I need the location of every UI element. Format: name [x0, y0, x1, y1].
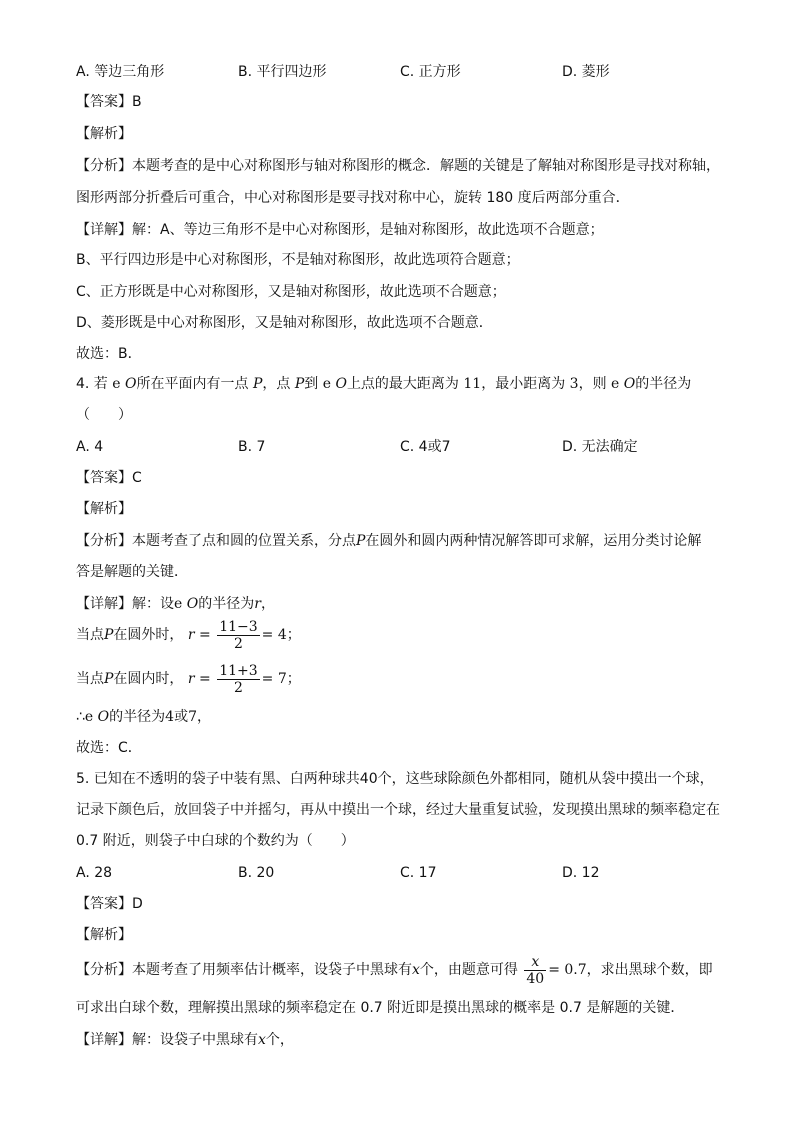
outside-fraction: $\frac{11-3}{2}$	[219, 618, 258, 652]
q5-detail-line: 【详解】解：设袋子中黑球有x个，	[76, 1032, 294, 1048]
q3-option-c: C. 正方形	[400, 64, 461, 80]
q4-detail-line: 【详解】解：设e O的半径为r，	[76, 596, 275, 612]
q3-jiexi-heading: 【解析】	[76, 126, 132, 142]
q4-therefore: ∴e O的半径为4或7，	[76, 709, 211, 725]
q3-option-b: B. 平行四边形	[238, 64, 327, 80]
q5-stem-line-2: 记录下颜色后，放回袋子中并摇匀，再从中摸出一个球，经过大量重复试验，发现摸出黑球的频率稳定在	[76, 802, 720, 818]
q4-analysis-line-2: 答是解题的关键．	[76, 564, 188, 580]
q3-answer: 【答案】B	[76, 94, 142, 110]
q5-analysis-line-2: 可求出白球个数，理解摸出黑球的频率稳定在 0.7 附近即是摸出黑球的概率是 0.7 是解题的关键．	[76, 1000, 685, 1016]
q4-option-a: A. 4	[76, 439, 104, 455]
q5-answer: 【答案】D	[76, 896, 143, 912]
q4-paren: （ ）	[76, 407, 132, 423]
q5-stem-line-1: 5. 已知在不透明的袋子中装有黑、白两种球共40个，这些球除颜色外都相同，随机从袋中摸出一个球，	[76, 771, 714, 787]
q5-stem-line-3: 0.7 附近，则袋子中白球的个数约为（ ）	[76, 833, 355, 849]
q4-answer: 【答案】C	[76, 470, 142, 486]
q3-detail-line-1: 【详解】解：A、等边三角形不是中心对称图形，是轴对称图形，故此选项不合题意；	[76, 222, 604, 238]
q5-option-b: B. 20	[238, 865, 275, 881]
q5-option-a: A. 28	[76, 865, 113, 881]
q4-stem: 4. 若 e O所在平面内有一点 P，点 P到 e O上点的最大距离为 11，最小距离为 3，则 e O的半径为	[76, 376, 692, 392]
q4-option-b: B. 7	[238, 439, 266, 455]
q3-option-d: D. 菱形	[562, 64, 610, 80]
q3-detail-line-3: C、正方形既是中心对称图形，又是轴对称图形，故此选项不合题意；	[76, 284, 506, 300]
q5-analysis-line-1: 【分析】本题考查了用频率估计概率，设袋子中黑球有x个，由题意可得 $\frac{x}{40}$ = 0.7，求出黑球个数，即	[76, 953, 713, 987]
q4-analysis-line-1: 【分析】本题考查了点和圆的位置关系，分点P在圆外和圆内两种情况解答即可求解，运用分类讨论解	[76, 533, 702, 549]
q3-analysis-line-1: 【分析】本题考查的是中心对称图形与轴对称图形的概念．解题的关键是了解轴对称图形是寻找对称轴，	[76, 158, 720, 174]
q3-detail-line-4: D、菱形既是中心对称图形，又是轴对称图形，故此选项不合题意．	[76, 315, 493, 331]
q5-option-c: C. 17	[400, 865, 437, 881]
q3-detail-line-2: B、平行四边形是中心对称图形，不是轴对称图形，故此选项符合题意；	[76, 252, 520, 268]
q4-inside-case: 当点P在圆内时， r = $\frac{11+3}{2}$ = 7；	[76, 662, 301, 696]
q4-choose: 故选：C．	[76, 740, 142, 756]
q3-choose: 故选：B．	[76, 346, 142, 362]
q5-fraction: $\frac{x}{40}$	[526, 953, 545, 987]
inside-fraction: $\frac{11+3}{2}$	[219, 662, 258, 696]
q3-option-a: A. 等边三角形	[76, 64, 165, 80]
q4-outside-case: 当点P在圆外时， r = $\frac{11-3}{2}$ = 4；	[76, 618, 301, 652]
q5-jiexi-heading: 【解析】	[76, 927, 132, 943]
q5-option-d: D. 12	[562, 865, 600, 881]
q4-option-d: D. 无法确定	[562, 439, 638, 455]
q4-jiexi-heading: 【解析】	[76, 501, 132, 517]
q3-analysis-line-2: 图形两部分折叠后可重合，中心对称图形是要寻找对称中心，旋转 180 度后两部分重合．	[76, 190, 630, 206]
q4-option-c: C. 4或7	[400, 439, 451, 455]
